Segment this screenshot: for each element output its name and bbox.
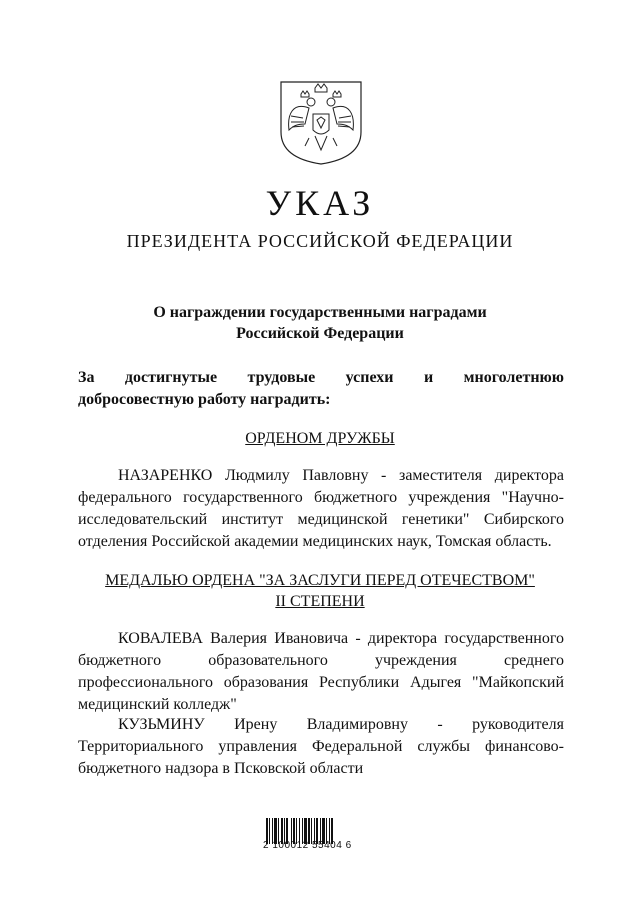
intro-paragraph <box>78 367 564 411</box>
entry-line: медицинский колледж" <box>78 696 237 713</box>
heading-line: О награждении государственными наградами <box>153 304 487 321</box>
entry-line: НАЗАРЕНКО Людмилу Павловну - заместителя директора <box>118 467 564 484</box>
entry-line: бюджетного образовательного учреждения среднего <box>78 652 564 669</box>
document-title: УКАЗ <box>265 183 375 223</box>
award-title-medal: МЕДАЛЬЮ ОРДЕНА "ЗА ЗАСЛУГИ ПЕРЕД ОТЕЧЕСТВОМ" II СТЕПЕНИ <box>105 572 535 610</box>
award-title-order-of-friendship: ОРДЕНОМ ДРУЖБЫ <box>245 430 395 447</box>
document-heading <box>0 302 640 344</box>
heading-line: Российской Федерации <box>236 325 404 342</box>
award2-entry-kovalev <box>78 628 564 716</box>
entry-line: федерального государственного бюджетного учреждения "Научно- <box>78 489 564 506</box>
entry-line: Территориального управления Федеральной службы финансово- <box>78 738 564 755</box>
russian-coat-of-arms-icon <box>279 80 363 166</box>
entry-line: профессионального образования Республики Адыгея "Майкопский <box>78 674 564 691</box>
entry-line: КУЗЬМИНУ Ирену Владимировну - руководителя <box>118 716 564 733</box>
barcode-number: 2 100012 55404 6 <box>263 840 352 851</box>
award2-entry-kuzmina <box>78 714 564 780</box>
entry-line: исследовательский институт медицинской генетики" Сибирского <box>78 511 564 528</box>
entry-line: бюджетного надзора в Псковской области <box>78 760 364 777</box>
intro-line: добросовестную работу наградить: <box>78 391 331 408</box>
intro-line: За достигнутые трудовые успехи и многолетнюю <box>78 369 564 386</box>
award1-entry <box>78 465 564 553</box>
entry-line: отделения Российской академии медицинских наук, Томская область. <box>78 533 552 550</box>
document-subtitle: ПРЕЗИДЕНТА РОССИЙСКОЙ ФЕДЕРАЦИИ <box>126 231 514 251</box>
entry-line: КОВАЛЕВА Валерия Ивановича - директора государственного <box>118 630 564 647</box>
